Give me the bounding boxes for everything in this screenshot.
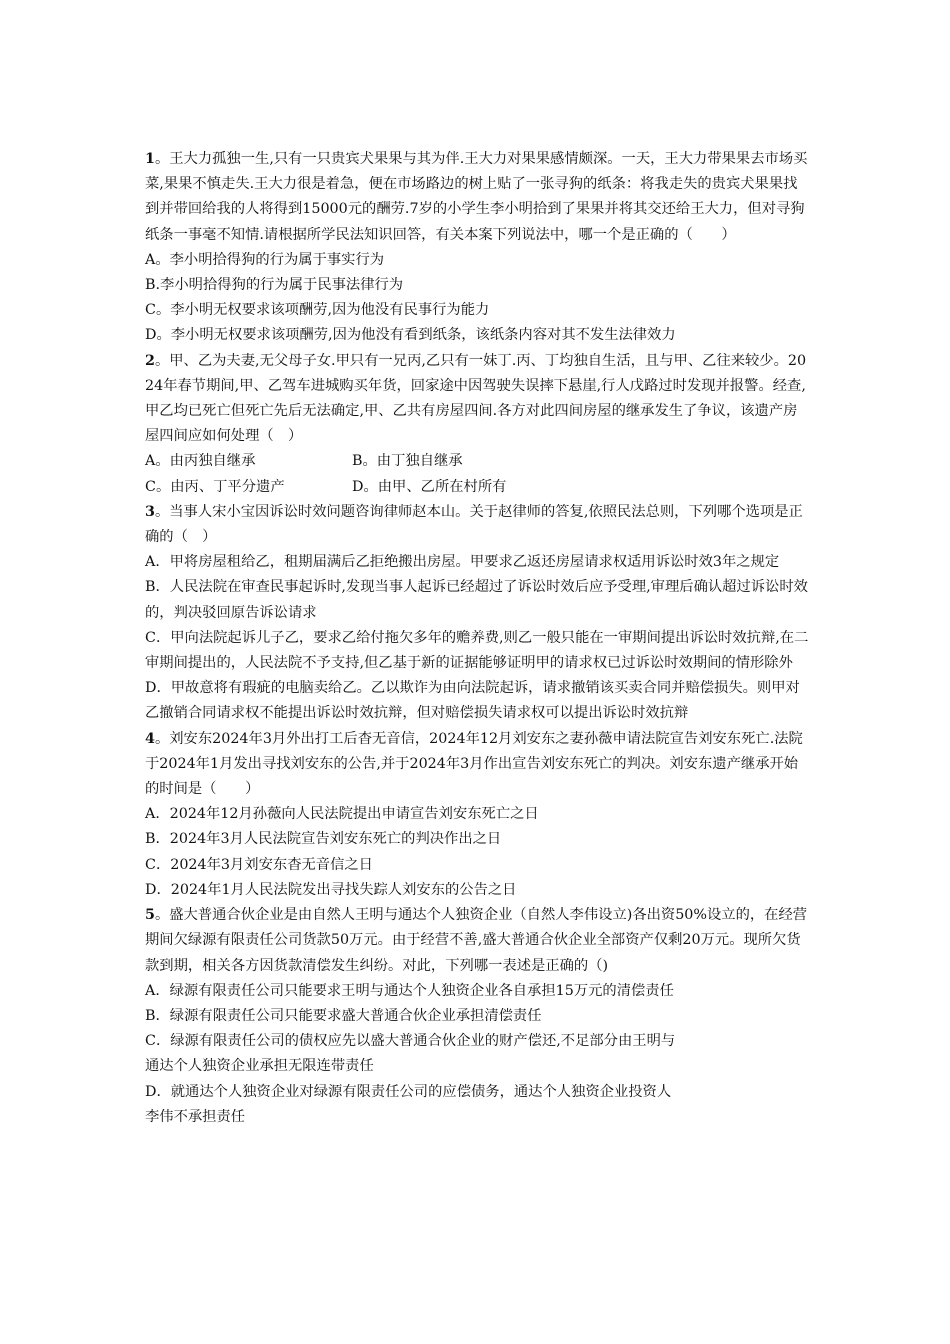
option-c: C。李小明无权要求该项酬劳,因为他没有民事行为能力 — [145, 302, 490, 319]
question-4 — [145, 727, 810, 903]
option-a: A．绿源有限责任公司只能要求王明与通达个人独资企业各自承担15万元的清偿责任 — [145, 982, 674, 999]
option-d: D。由甲、乙所在村所有 — [352, 478, 507, 495]
question-2 — [145, 349, 810, 500]
option-b: B．2024年3月人民法院宣告刘安东死亡的判决作出之日 — [145, 831, 502, 848]
option-a: A。李小明拾得狗的行为属于事实行为 — [145, 251, 385, 268]
question-text: 。当事人宋小宝因诉讼时效问题咨询律师赵本山。关于赵律师的答复,依照民法总则，下列哪个选项是正确的（ ） — [145, 503, 803, 546]
question-text: 。甲、乙为夫妻,无父母子女.甲只有一兄丙,乙只有一妹丁.丙、丁均独自生活，且与甲、乙往来较少。2024年春节期间,甲、乙驾车进城购买年货，回家途中因驾驶失误摔下悬崖,行人戊路过时发现并报警。经查,甲乙均已死亡但死亡先后无法确定,甲、乙共有房屋四间.各方对此四间房屋的继承发生了争议，该遗产房屋四间应如何处理（ ） — [145, 352, 807, 445]
question-number: 2 — [145, 352, 155, 369]
option-b: B．绿源有限责任公司只能要求盛大普通合伙企业承担清偿责任 — [145, 1007, 542, 1024]
question-text: 。王大力孤独一生,只有一只贵宾犬果果与其为伴.王大力对果果感情颇深。一天，王大力带果果去市场买菜,果果不慎走失.王大力很是着急，便在市场路边的树上贴了一张寻狗的纸条：将我走失的贵宾犬果果找到并带回给我的人将得到15000元的酬劳.7岁的小学生李小明拾到了果果并将其交还给王大力，但对寻狗纸条一事毫不知情.请根据所学民法知识回答，有关本案下列说法中，哪一个是正确的（ ） — [145, 151, 808, 243]
option-b: B．人民法院在审查民事起诉时,发现当事人起诉已经超过了诉讼时效后应予受理,审理后确认超过诉讼时效的，判决驳回原告诉讼请求 — [145, 579, 808, 621]
question-number: 5 — [145, 907, 155, 924]
question-number: 3 — [145, 503, 155, 520]
option-a: A．甲将房屋租给乙，租期届满后乙拒绝搬出房屋。甲要求乙返还房屋请求权适用诉讼时效3年之规定 — [145, 554, 780, 571]
option-c: C．2024年3月刘安东杳无音信之日 — [145, 856, 373, 873]
question-text: 。盛大普通合伙企业是由自然人王明与通达个人独资企业（自然人李伟设立)各出资50%设立的，在经营期间欠绿源有限责任公司货款50万元。由于经营不善,盛大普通合伙企业全部资产仅剩20万元。现所欠货款到期，相关各方因货款清偿发生纠纷。对此，下列哪一表述是正确的（) — [145, 907, 808, 974]
option-b: B.李小明拾得狗的行为属于民事法律行为 — [145, 277, 404, 294]
option-row-1 — [145, 449, 810, 474]
question-4-stem — [145, 727, 810, 803]
option-row-2 — [145, 475, 810, 500]
option-d: D。李小明无权要求该项酬劳,因为他没有看到纸条，该纸条内容对其不发生法律效力 — [145, 327, 676, 344]
question-list — [145, 147, 810, 1130]
option-a: A．2024年12月孙薇向人民法院提出申请宣告刘安东死亡之日 — [145, 806, 539, 823]
option-c: C．绿源有限责任公司的债权应先以盛大普通合伙企业的财产偿还,不足部分由王明与 通达个人独资企业承担无限连带责任 — [145, 1033, 676, 1075]
question-2-stem — [145, 349, 810, 450]
question-3 — [145, 500, 810, 727]
option-c: C．甲向法院起诉儿子乙，要求乙给付拖欠多年的赡养费,则乙一般只能在一审期间提出诉讼时效抗辩,在二审期间提出的，人民法院不予支持,但乙基于新的证据能够证明甲的请求权已过诉讼时效期间的情形除外 — [145, 629, 809, 672]
question-3-stem — [145, 500, 810, 550]
option-b: B。由丁独自继承 — [352, 453, 463, 470]
question-number: 4 — [145, 730, 155, 747]
option-d: D．甲故意将有瑕疵的电脑卖给乙。乙以欺诈为由向法院起诉，请求撤销该买卖合同并赔偿损失。则甲对乙撤销合同请求权不能提出诉讼时效抗辩，但对赔偿损失请求权可以提出诉讼时效抗辩 — [145, 680, 800, 722]
question-1-stem — [145, 147, 810, 248]
question-text: 。刘安东2024年3月外出打工后杳无音信，2024年12月刘安东之妻孙薇申请法院宣告刘安东死亡.法院于2024年1月发出寻找刘安东的公告,并于2024年3月作出宣告刘安东死亡的判决。刘安东遗产继承开始的时间是（ ） — [145, 730, 803, 798]
option-c: C。由丙、丁平分遗产 — [145, 478, 285, 495]
option-d: D．就通达个人独资企业对绿源有限责任公司的应偿债务，通达个人独资企业投资人 李伟不承担责任 — [145, 1083, 672, 1125]
question-1 — [145, 147, 810, 349]
question-5 — [145, 903, 810, 1130]
question-number: 1 — [145, 151, 155, 167]
option-a: A。由丙独自继承 — [145, 453, 256, 470]
option-d: D．2024年1月人民法院发出寻找失踪人刘安东的公告之日 — [145, 881, 517, 898]
question-5-stem — [145, 903, 810, 979]
